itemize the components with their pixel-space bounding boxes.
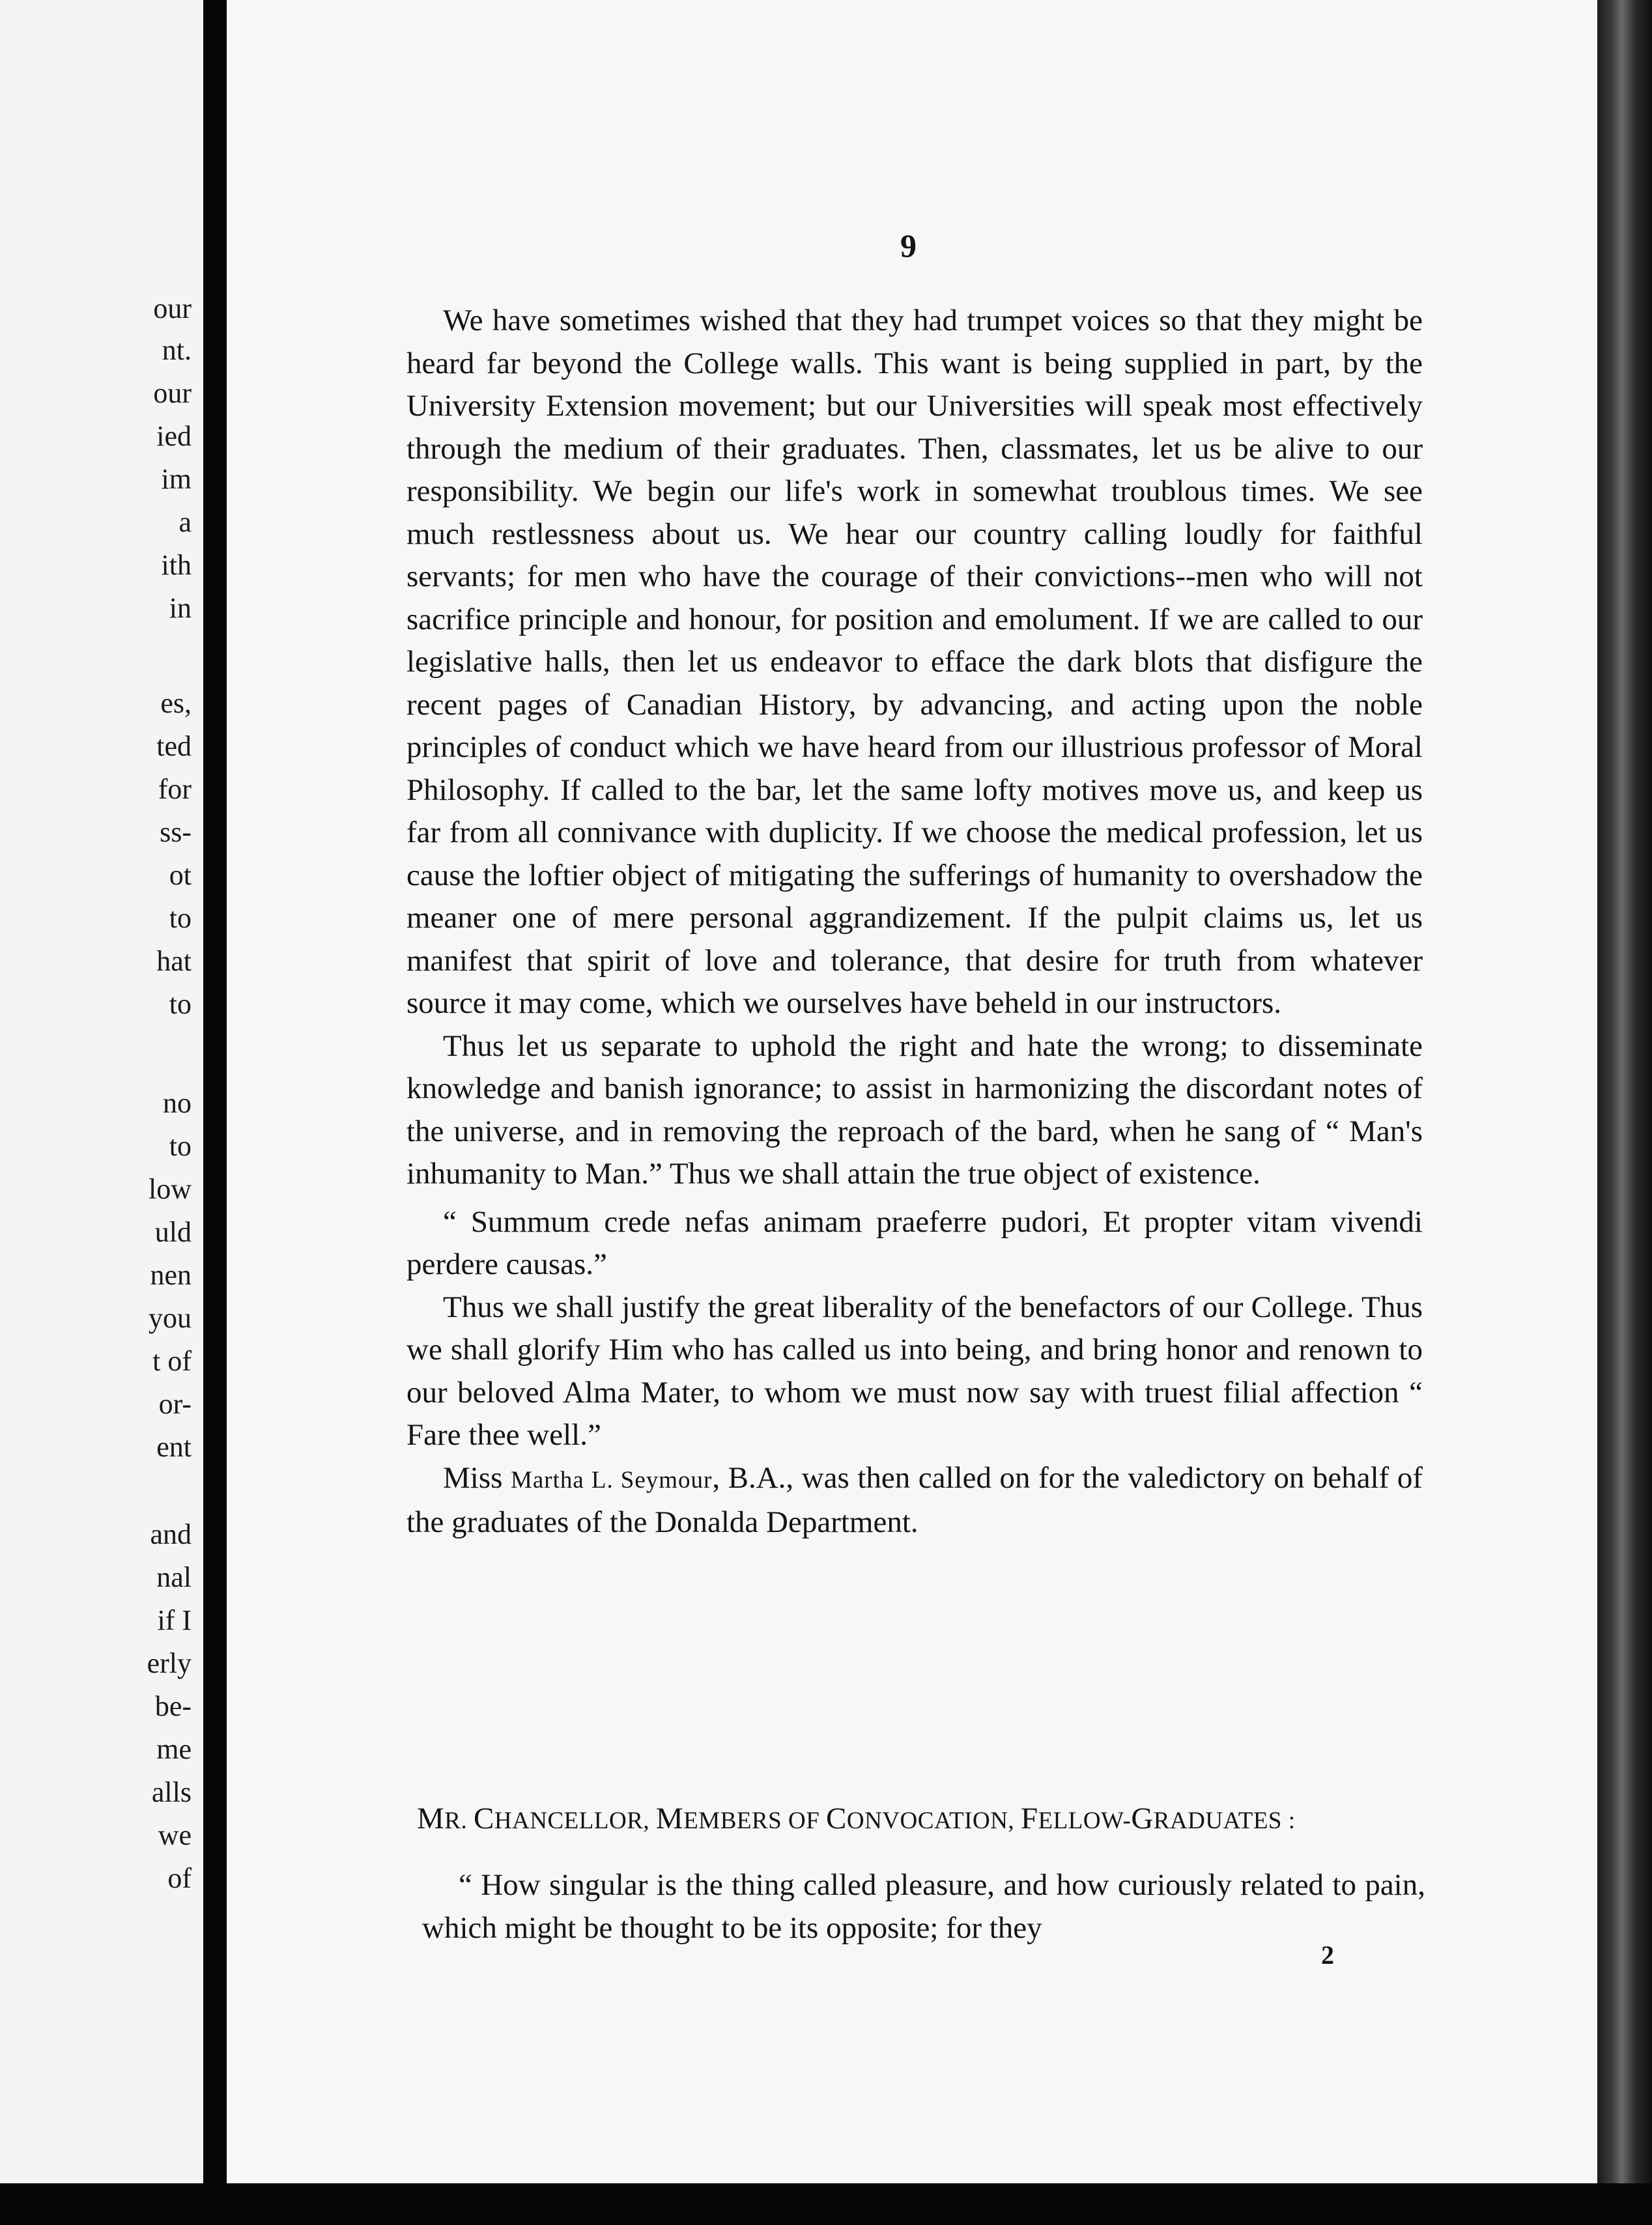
salutation-initial: C xyxy=(826,1802,847,1835)
book-gutter xyxy=(203,0,227,2225)
latin-quote: “ Summum crede nefas animam praeferre pudori, Et propter vitam vivendi perdere causas.” xyxy=(406,1204,1423,1281)
paragraph-4 xyxy=(406,1457,1423,1544)
salutation-rest: R. xyxy=(444,1807,474,1834)
salutation-initial: F xyxy=(1020,1802,1038,1835)
paragraph-4-after: , B.A., was then called on for the valedictory on behalf of the graduates of the Donalda Department. xyxy=(406,1460,1423,1539)
left-page-fragment: es, xyxy=(160,687,192,719)
left-page-fragment: we xyxy=(158,1819,192,1851)
left-page-fragment: to xyxy=(169,902,192,934)
left-page-fragment: be- xyxy=(154,1690,192,1722)
left-page-fragment: ith xyxy=(161,549,192,581)
left-page-fragment: low xyxy=(149,1173,192,1205)
left-page-fragment: ied xyxy=(156,420,192,452)
salutation-initial: C xyxy=(473,1802,494,1835)
left-page-fragment: you xyxy=(149,1302,192,1334)
left-page-fragment: for xyxy=(158,773,192,805)
main-text xyxy=(406,300,1423,1544)
salutation-initial: M xyxy=(655,1802,684,1835)
salutation-initial: M xyxy=(417,1802,445,1835)
page-edge-stack xyxy=(1597,0,1652,2225)
left-page-fragment: hat xyxy=(156,945,192,977)
left-page-fragment: if I xyxy=(157,1604,192,1636)
paragraph-1: We have sometimes wished that they had trumpet voices so that they might be heard far beyond the College walls. This want is being supplied in part, by the University Extension movement; but our Universities will speak most effectively through the medium of their graduates. Then, classmates, let us be alive to our responsibility. We begin our life's work in somewhat troublous times. We see much restlessness about us. We hear our country calling loudly for faithful servants; for men who have the courage of their convictions--men who will not sacrifice principle and honour, for position and emolument. If we are called to our legislative halls, then let us endeavor to efface the dark blots that disfigure the recent pages of Canadian History, by advancing, and acting upon the noble principles of conduct which we have heard from our illustrious professor of Moral Philosophy. If called to the bar, let the same lofty motives move us, and keep us far from all connivance with duplicity. If we choose the medical profession, let us cause the loftier object of mitigating the sufferings of humanity to overshadow the meaner one of mere personal aggrandizement. If the pulpit claims us, let us manifest that spirit of love and tolerance, that desire for truth from whatever source it may come, which we ourselves have beheld in our instructors. xyxy=(406,304,1423,1020)
left-page-fragment: ent xyxy=(156,1431,192,1463)
left-page-fragment: me xyxy=(156,1733,192,1765)
paragraph-5: “ How singular is the thing called pleasure, and how curiously related to pain, which might be thought to be its opposite; for they xyxy=(422,1868,1425,1945)
left-page-fragment: ted xyxy=(156,730,192,762)
left-page-fragment: alls xyxy=(151,1776,192,1808)
left-page-fragment: nen xyxy=(150,1259,192,1291)
scan-bottom-edge xyxy=(0,2183,1652,2225)
page-number: 9 xyxy=(900,227,917,264)
signature-mark: 2 xyxy=(1321,1940,1334,1970)
left-page-fragment: nal xyxy=(156,1561,192,1593)
salutation-rest: RADUATES : xyxy=(1153,1807,1296,1834)
salutation-rest: ONVOCATION, xyxy=(846,1807,1021,1834)
left-page-fragment: our xyxy=(153,377,192,409)
closing-text xyxy=(422,1864,1425,1949)
salutation-heading xyxy=(417,1798,1296,1842)
left-page-fragment: to xyxy=(169,988,192,1020)
salutation-rest: HANCELLOR, xyxy=(494,1807,656,1834)
salutation-rest: ELLOW- xyxy=(1038,1807,1132,1834)
left-page xyxy=(0,0,203,2225)
paragraph-4-before: Miss xyxy=(443,1460,511,1495)
graduate-name: Martha L. Seymour xyxy=(510,1466,713,1494)
left-page-fragment: uld xyxy=(154,1216,192,1248)
left-page-fragment: a xyxy=(178,506,192,538)
salutation-rest: EMBERS OF xyxy=(683,1807,827,1834)
left-page-fragment: in xyxy=(169,592,192,624)
left-page-fragment: im xyxy=(161,463,192,495)
left-page-fragment: no xyxy=(163,1087,192,1119)
left-page-fragment: ss- xyxy=(160,816,192,848)
left-page-fragment: of xyxy=(167,1862,192,1894)
left-page-fragment: to xyxy=(169,1130,192,1162)
paragraph-2: Thus let us separate to uphold the right and hate the wrong; to disseminate knowledge and banish ignorance; to assist in harmonizing the discordant notes of the universe, and in removing the reproach of the bard, when he sang of “ Man's inhumanity to Man.” Thus we shall attain the true object of existence. xyxy=(406,1028,1423,1191)
paragraph-3: Thus we shall justify the great liberality of the benefactors of our College. Thus we shall glorify Him who has called us into being, and bring honor and renown to our beloved Alma Mater, to whom we must now say with truest filial affection “ Fare thee well.” xyxy=(406,1290,1423,1452)
left-page-fragment: and xyxy=(150,1518,192,1550)
left-page-fragment: our xyxy=(153,292,192,324)
left-page-fragment: ot xyxy=(169,859,192,891)
left-page-fragment: nt. xyxy=(162,334,192,366)
left-page-fragment: erly xyxy=(147,1647,192,1679)
salutation-initial: G xyxy=(1131,1802,1154,1835)
left-page-fragment: or- xyxy=(158,1388,192,1420)
left-page-fragment: t of xyxy=(152,1345,192,1377)
